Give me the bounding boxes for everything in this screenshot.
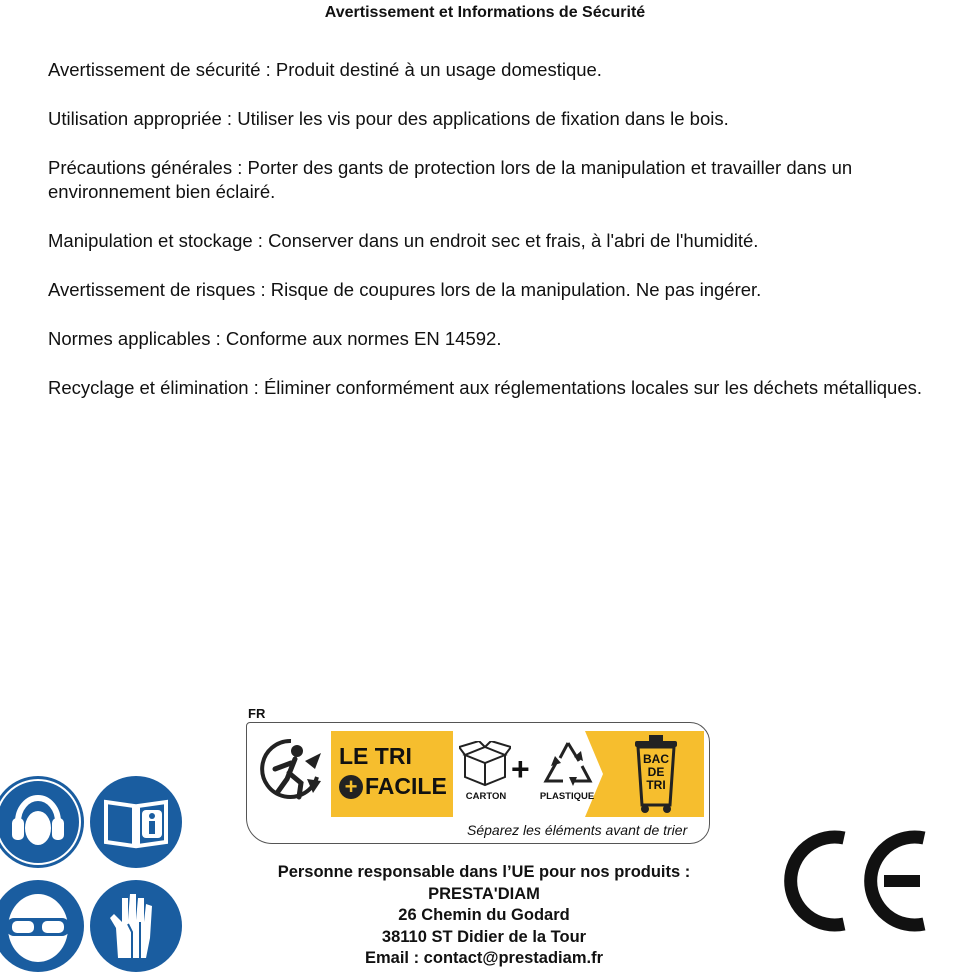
triman-separate-text: Séparez les éléments avant de trier — [467, 822, 688, 838]
eye-protection-icon — [0, 878, 86, 974]
paragraph-risk-warning: Avertissement de risques : Risque de coupures lors de la manipulation. Ne pas ingérer. — [48, 279, 762, 300]
triman-plus: + — [511, 751, 530, 787]
triman-box — [246, 722, 710, 844]
paragraph-safety-warning: Avertissement de sécurité : Produit destiné à un usage domestique. — [48, 59, 602, 80]
triman-country: FR — [248, 706, 266, 721]
triman-carton-label: CARTON — [465, 791, 507, 802]
page-title: Avertissement et Informations de Sécurité — [324, 4, 646, 21]
ce-mark-icon — [784, 826, 934, 936]
carton-icon — [459, 741, 511, 789]
safety-paragraphs — [48, 58, 928, 425]
triman-plastique-label: PLASTIQUE — [539, 791, 595, 802]
triman-plus-badge: + — [339, 775, 363, 799]
plastic-recycle-icon — [543, 739, 593, 789]
paragraph-appropriate-use: Utilisation appropriée : Utiliser les vis pour des applications de fixation dans le bois. — [48, 108, 729, 129]
responsible-person — [236, 862, 732, 970]
paragraph-general-precautions: Précautions générales : Porter des gants de protection lors de la manipulation et travailler dans un environnement bien éclairé. — [48, 157, 853, 202]
triman-icon — [255, 733, 327, 805]
bac-line-1: BAC — [643, 752, 669, 766]
responsible-city: 38110 ST Didier de la Tour — [381, 927, 587, 946]
read-manual-icon — [88, 774, 184, 870]
responsible-company: PRESTA'DIAM — [428, 884, 540, 903]
triman-line1: LE TRI — [339, 743, 412, 769]
responsible-intro: Personne responsable dans l’UE pour nos produits : — [277, 863, 691, 881]
triman-label — [246, 706, 716, 848]
triman-bac-label — [633, 753, 679, 792]
bac-line-3: TRI — [646, 778, 666, 792]
responsible-email: Email : contact@prestadiam.fr — [365, 949, 603, 967]
paragraph-handling-storage: Manipulation et stockage : Conserver dans un endroit sec et frais, à l'abri de l'humidité. — [48, 230, 759, 251]
triman-line2: FACILE — [365, 773, 447, 799]
bac-line-2: DE — [647, 765, 665, 779]
responsible-street: 26 Chemin du Godard — [398, 906, 570, 924]
gloves-icon — [88, 878, 184, 974]
ear-protection-icon — [0, 774, 86, 870]
paragraph-recycling: Recyclage et élimination : Éliminer conformément aux réglementations locales sur les déchets métalliques. — [48, 377, 923, 398]
paragraph-standards: Normes applicables : Conforme aux normes EN 14592. — [48, 328, 502, 349]
